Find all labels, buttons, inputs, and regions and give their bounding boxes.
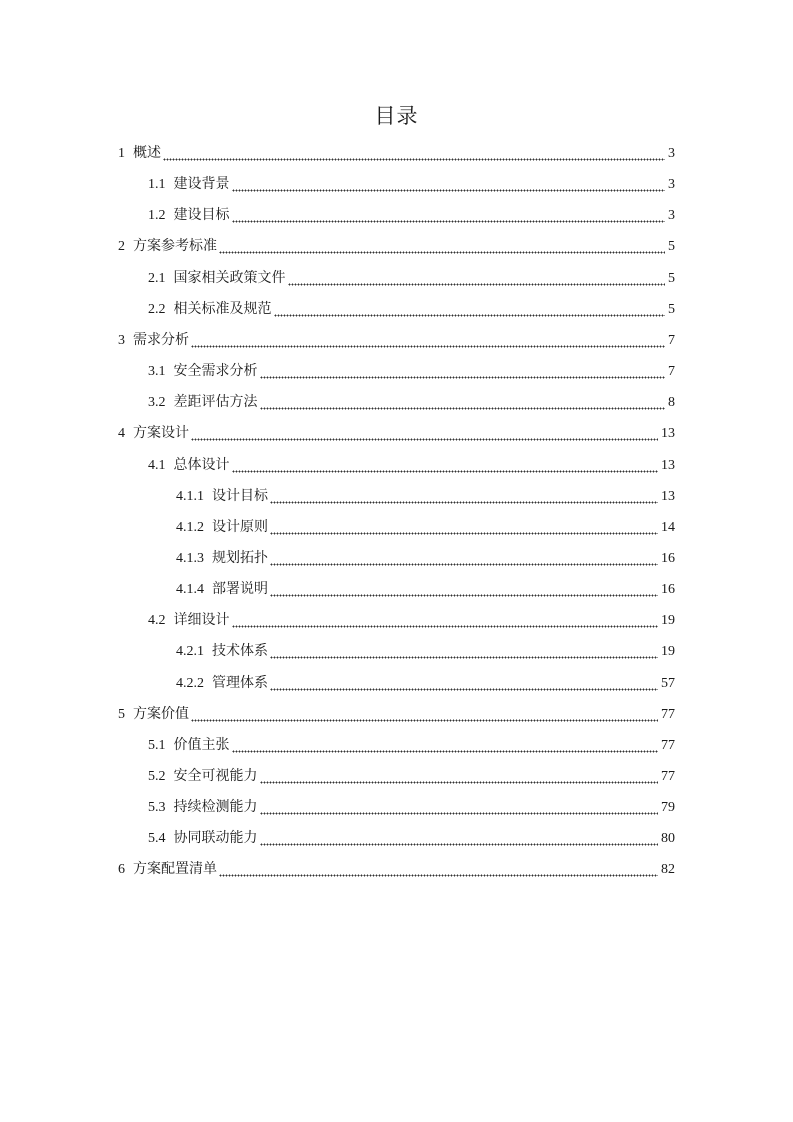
toc-dot-leader: [232, 200, 666, 231]
toc-entry-number: 3.1: [148, 364, 166, 380]
toc-entry-page-number: 3: [668, 146, 675, 161]
toc-entry-page-number: 82: [661, 862, 675, 878]
toc-entry-label: 总体设计: [173, 457, 230, 473]
toc-entry-label: 需求分析: [133, 332, 189, 348]
toc-dot-leader: [260, 356, 666, 387]
toc-entry[interactable]: [118, 699, 675, 730]
toc-dot-leader: [260, 792, 659, 823]
toc-dot-leader: [274, 294, 666, 325]
toc-entry[interactable]: [148, 761, 675, 792]
toc-entry-number: 4.1.1: [176, 488, 204, 504]
toc-entry-page-number: 80: [661, 831, 675, 847]
toc-entry[interactable]: [148, 200, 675, 231]
toc-entry-page-number: 7: [668, 332, 675, 348]
toc-entry-label: 详细设计: [173, 613, 230, 629]
toc-dot-leader: [219, 854, 658, 885]
toc-entry-label: 安全需求分析: [173, 364, 258, 380]
toc-dot-leader: [232, 730, 659, 761]
toc-entry-page-number: 77: [661, 769, 675, 784]
toc-entry[interactable]: [176, 543, 675, 574]
toc-entry-page-number: 14: [661, 519, 675, 535]
toc-entry-label: 方案价值: [133, 706, 189, 722]
toc-entry[interactable]: [148, 450, 675, 481]
toc-entry-label: 规划拓扑: [212, 550, 268, 566]
toc-entry-page-number: 13: [661, 457, 675, 473]
toc-entry-label: 管理体系: [212, 675, 268, 691]
toc-entry-label: 协同联动能力: [173, 831, 258, 847]
toc-entry-page-number: 16: [661, 582, 675, 598]
toc-entry-label: 相关标准及规范: [173, 301, 272, 317]
toc-entry-label: 设计原则: [212, 519, 268, 535]
toc-entry[interactable]: [148, 356, 675, 387]
toc-entry-label: 价值主张: [173, 737, 230, 753]
toc-entry[interactable]: [176, 574, 675, 605]
toc-entry-number: 5: [118, 706, 125, 722]
toc-entry-number: 4.2: [148, 613, 166, 629]
toc-entry[interactable]: [148, 730, 675, 761]
toc-dot-leader: [219, 231, 665, 262]
toc-entry-label: 方案配置清单: [133, 862, 217, 878]
toc-entry[interactable]: [118, 854, 675, 885]
toc-entry-number: 6: [118, 862, 125, 878]
toc-entry-label: 设计目标: [212, 488, 268, 504]
toc-entry-page-number: 57: [661, 675, 675, 691]
toc-entry-number: 4.2.2: [176, 675, 204, 691]
toc-dot-leader: [260, 823, 659, 854]
toc-entry-page-number: 5: [668, 301, 675, 317]
toc-entry-page-number: 19: [661, 644, 675, 660]
toc-entry[interactable]: [148, 263, 675, 294]
toc-entry-page-number: 8: [668, 395, 675, 411]
toc-entry-page-number: 77: [661, 737, 675, 753]
toc-entry-number: 2: [118, 239, 125, 255]
toc-entry-page-number: 5: [668, 270, 675, 286]
toc-entry-label: 安全可视能力: [173, 769, 258, 784]
toc-entry-label: 持续检测能力: [173, 800, 258, 816]
toc-dot-leader: [270, 512, 658, 543]
toc-dot-leader: [260, 761, 659, 792]
toc-dot-leader: [288, 263, 666, 294]
toc-entry-page-number: 79: [661, 800, 675, 816]
toc-entry[interactable]: [176, 636, 675, 667]
toc-entry-page-number: 77: [661, 706, 675, 722]
toc-entry-number: 3.2: [148, 395, 166, 411]
toc-entry-number: 4.1: [148, 457, 166, 473]
toc-dot-leader: [232, 605, 659, 636]
toc-entry-page-number: 3: [668, 208, 675, 224]
toc-entry-number: 2.1: [148, 270, 166, 286]
toc-dot-leader: [163, 138, 665, 169]
toc-entry-page-number: 19: [661, 613, 675, 629]
toc-entry[interactable]: [118, 231, 675, 262]
toc-entry-label: 方案设计: [133, 426, 189, 442]
toc-dot-leader: [270, 574, 658, 605]
toc-entry-number: 5.4: [148, 831, 166, 847]
toc-entry-number: 5.3: [148, 800, 166, 816]
toc-entry[interactable]: [148, 605, 675, 636]
toc-entry-number: 4: [118, 426, 125, 442]
toc-entry[interactable]: [118, 325, 675, 356]
toc-entry-number: 5.2: [148, 769, 166, 784]
toc-dot-leader: [232, 450, 659, 481]
toc-dot-leader: [270, 543, 658, 574]
toc-dot-leader: [270, 481, 658, 512]
toc-entry-page-number: 3: [668, 177, 675, 193]
toc-entry-label: 部署说明: [212, 582, 268, 598]
toc-entry-number: 3: [118, 332, 125, 348]
toc-entry-page-number: 13: [661, 426, 675, 442]
toc-entry-label: 国家相关政策文件: [173, 270, 286, 286]
toc-entry-number: 1.2: [148, 208, 166, 224]
toc-entry-number: 4.1.3: [176, 550, 204, 566]
toc-dot-leader: [260, 387, 666, 418]
toc-title: 目录: [374, 104, 419, 128]
toc-entry-number: 4.1.2: [176, 519, 204, 535]
toc-entry-page-number: 13: [661, 488, 675, 504]
toc-entry[interactable]: [118, 418, 675, 449]
toc-entry-label: 技术体系: [212, 644, 268, 660]
toc-entry-number: 1: [118, 146, 125, 161]
toc-dot-leader: [270, 668, 658, 699]
toc-entry[interactable]: [176, 512, 675, 543]
toc-entry-number: 4.1.4: [176, 582, 204, 598]
toc-entry-label: 建设目标: [173, 208, 230, 224]
toc-entry[interactable]: [118, 138, 675, 169]
toc-entry[interactable]: [148, 792, 675, 823]
toc-dot-leader: [191, 699, 658, 730]
toc-entry-label: 差距评估方法: [173, 395, 258, 411]
toc-entry[interactable]: [176, 668, 675, 699]
toc-entry[interactable]: [148, 294, 675, 325]
toc-entry-number: 1.1: [148, 177, 166, 193]
toc-dot-leader: [270, 636, 658, 667]
toc-entry-label: 建设背景: [173, 177, 230, 193]
toc-dot-leader: [191, 325, 665, 356]
toc-entry-number: 4.2.1: [176, 644, 204, 660]
toc-entry-label: 概述: [133, 146, 161, 161]
toc-dot-leader: [191, 418, 658, 449]
toc-entry-label: 方案参考标准: [133, 239, 217, 255]
toc-entry-page-number: 5: [668, 239, 675, 255]
toc-dot-leader: [232, 169, 666, 200]
toc-entry[interactable]: [148, 387, 675, 418]
toc-entry[interactable]: [176, 481, 675, 512]
toc-entry[interactable]: [148, 823, 675, 854]
toc-entry-number: 5.1: [148, 737, 166, 753]
toc-entry-number: 2.2: [148, 301, 166, 317]
toc-entry-page-number: 16: [661, 550, 675, 566]
toc-entry-page-number: 7: [668, 364, 675, 380]
toc-entry[interactable]: [148, 169, 675, 200]
